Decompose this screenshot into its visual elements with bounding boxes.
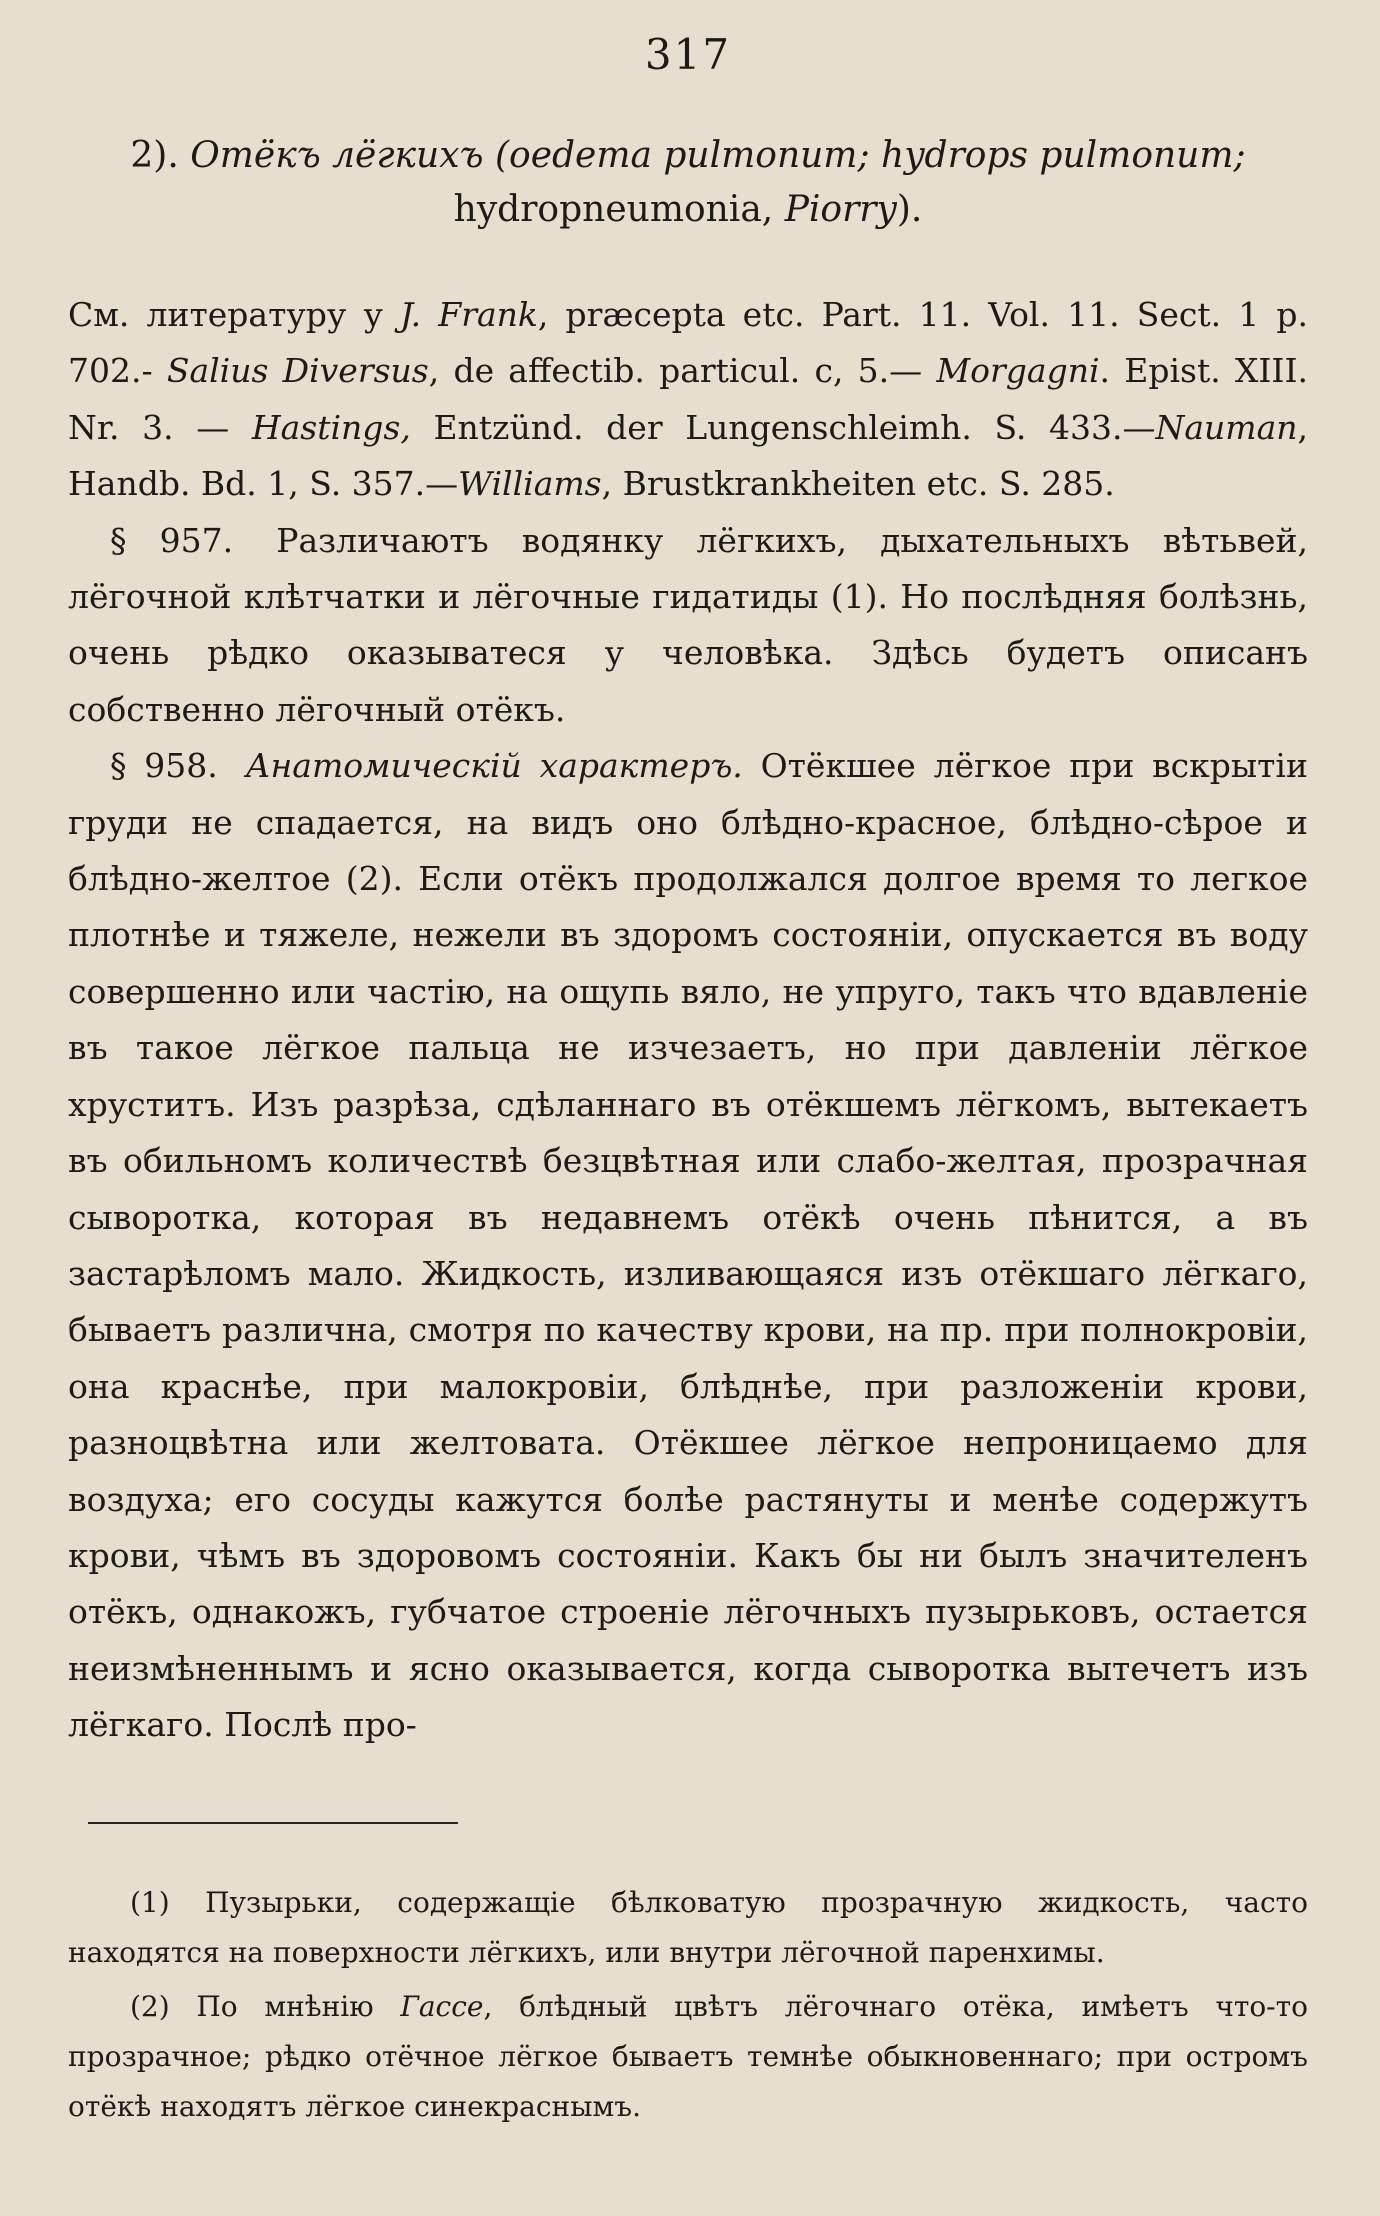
section-958 xyxy=(68,738,1308,1753)
section-958-title: Анатомическiй характеръ. xyxy=(245,746,743,786)
lit-text: , Handb. Bd. 1, S. 357.— xyxy=(68,407,1309,504)
footnote-1 xyxy=(68,1878,1308,1978)
footnote-divider xyxy=(88,1822,458,1824)
section-957-label: § 957. xyxy=(110,520,234,560)
heading-title-line2: hydropneumonia, xyxy=(453,189,774,230)
footnote-text: Пузырьки, содержащiе бѣлковатую прозрачную жидкость, часто находятся на поверхности лёгкихъ, или внутри лёгочной паренхимы. xyxy=(68,1885,1309,1969)
lit-text: , Brustkrankheiten etc. S. 285. xyxy=(601,464,1115,504)
footnote-2 xyxy=(68,1982,1308,2132)
lit-author: Hastings, xyxy=(251,407,411,447)
lit-author: Salius Diversus xyxy=(166,351,429,391)
section-958-text: Отёкшее лёгкое при вскрытiи груди не спадается, на видъ оно блѣдно-красное, блѣдно-сѣрое и блѣдно-желтое (2). Если отёкъ продолжался долгое время то легкое плотнѣе и тяжеле, нежели въ здоромъ состоянiи, опускается въ воду совершенно или частiю, на ощупь вяло, не упруго, такъ что вдавленiе въ такое лёгкое пальца не изчезаетъ, но при давленiи лёгкое хруститъ. Изъ разрѣза, сдѣланнаго въ отёкшемъ лёгкомъ, вытекаетъ въ обильномъ количествѣ безцвѣтная или слабо-желтая, прозрачная сыворотка, которая въ недавнемъ отёкѣ очень пѣнится, а въ застарѣломъ мало. Жидкость, изливающаяся изъ отёкшаго лёгкаго, бываетъ различна, смотря по качеству крови, на пр. при полнокровiи, она краснѣе, при малокровiи, блѣднѣе, при разложенiи крови, разноцвѣтна или желтовата. Отёкшее лёгкое непроницаемо для воздуха; его сосуды кажутся болѣе растянуты и менѣе содержутъ крови, чѣмъ въ здоровомъ состоянiи. Какъ бы ни былъ значителенъ отёкъ, однакожъ, губчатое строенiе лёгочныхъ пузырьковъ, остается неизмѣненнымъ и ясно оказывается, когда сыворотка вытечетъ изъ лёгкаго. Послѣ про- xyxy=(68,746,1308,1745)
lit-author: Nauman xyxy=(1155,407,1298,447)
heading-author: Piorry xyxy=(784,189,897,230)
article-heading xyxy=(68,129,1308,237)
lit-author: Williams xyxy=(458,464,602,504)
heading-end: ). xyxy=(896,189,923,230)
section-958-label: § 958. xyxy=(110,746,218,786)
lit-author: Morgagni xyxy=(936,351,1100,391)
footnote-text: , блѣдный цвѣтъ лёгочнаго отёка, имѣетъ что-то прозрачное; рѣдко отёчное лёгкое бываетъ темнѣе обыкновеннаго; при остромъ отёкѣ находятъ лёгкое синекраснымъ. xyxy=(68,1989,1308,2123)
page-number: 317 xyxy=(644,30,732,79)
lit-text: , præcepta etc. Part. 11. Vol. 11. Sect. 1 p. 702.- xyxy=(68,295,1308,391)
literature-paragraph xyxy=(68,287,1308,513)
heading-title: Отёкъ лёгкихъ (oedema pulmonum; hydrops pulmonum; xyxy=(190,135,1246,176)
section-957-text: Различаютъ водянку лёгкихъ, дыхательныхъ вѣтьвей, лёгочной клѣтчатки и лёгочные гидатиды (1). Но послѣдняя болѣзнь, очень рѣдко оказыватеся у человѣка. Здѣсь будетъ описанъ собственно лёгочный отёкъ. xyxy=(68,520,1308,729)
footnote-mark: (1) xyxy=(130,1885,170,1919)
lit-text: , de affectib. particul. c, 5.— xyxy=(428,351,937,391)
lit-author: J. Frank xyxy=(400,295,538,334)
footnote-mark: (2) xyxy=(130,1989,170,2023)
footnote-text-pre: По мнѣнiю xyxy=(196,1989,401,2023)
lit-text: См. литературу у xyxy=(68,295,401,334)
footnote-author: Гассе xyxy=(400,1989,484,2023)
heading-number: 2). xyxy=(130,135,179,176)
lit-text: . Epist. XIII. Nr. 3. — xyxy=(68,351,1308,447)
lit-text: Entzünd. der Lungenschleimh. S. 433.— xyxy=(410,407,1156,447)
section-957 xyxy=(68,513,1308,739)
